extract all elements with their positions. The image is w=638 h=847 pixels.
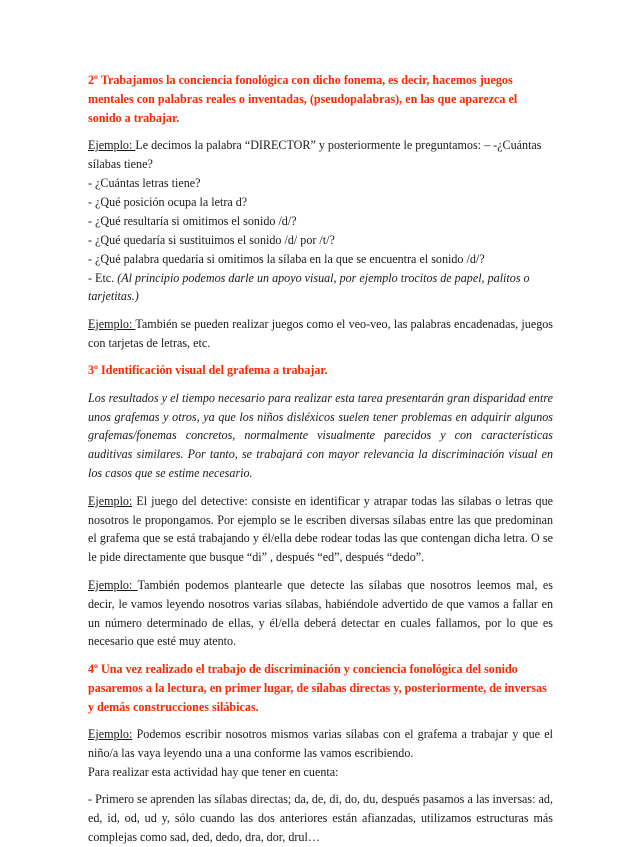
section-3-example (88, 492, 553, 568)
etc-italic-note: (Al principio podemos darle un apoyo visual, por ejemplo trocitos de papel, palitos o tarjetitas.) (88, 270, 530, 304)
etc-prefix: - Etc. (88, 270, 118, 285)
example-label: Ejemplo: (88, 493, 133, 508)
section-3-heading: 3º Identificación visual del grafema a trabajar. (88, 363, 328, 378)
example-intro: Le decimos la palabra “DIRECTOR” y posteriormente le preguntamos: – -¿Cuántas sílabas tiene? (88, 138, 542, 172)
section-2-example-2 (88, 315, 553, 353)
example-label: Ejemplo: (88, 577, 138, 592)
example-text: Podemos escribir nosotros mismos varias sílabas con el grafema a trabajar y que el niño/a las vaya leyendo una a una conforme las vamos escribiendo. (88, 727, 553, 760)
etc-line (88, 269, 553, 307)
question-2: - ¿Qué posición ocupa la letra d? (88, 194, 248, 209)
example-label: Ejemplo: (88, 138, 136, 153)
section-4-example (88, 725, 553, 763)
document-page (88, 71, 553, 847)
example-label: Ejemplo: (88, 316, 136, 331)
section-4-note: Para realizar esta actividad hay que tener en cuenta: (88, 764, 339, 779)
question-5: - ¿Qué palabra quedaría si omitimos la sílaba en la que se encuentra el sonido /d/? (88, 251, 485, 266)
section-4-heading: 4º Una vez realizado el trabajo de discriminación y conciencia fonológica del sonido pasaremos a la lectura, en primer lugar, de sílabas directas y, posteriormente, de inversas y demás construcciones silábicas. (88, 661, 547, 714)
question-4: - ¿Qué quedaría si sustituimos el sonido /d/ por /t/? (88, 232, 335, 247)
question-1: - ¿Cuántas letras tiene? (88, 176, 201, 191)
example-text: El juego del detective: consiste en identificar y atrapar todas las sílabas o letras que nosotros le propongamos. Por ejemplo se le escriben diversas sílabas entre las que predominan el grafema que se está trabajando y él/ella debe rodear todas las que contengan dicha letra. O se le pide directamente que busque “di” , después “ed”, después “dedo”. (88, 493, 553, 565)
section-4-bullet: - Primero se aprenden las sílabas directas; da, de, di, do, du, después pasamos a las inversas: ad, ed, id, od, ud y, sólo cuando las dos anteriores están afianzadas, utilizamos estructuras más complejas como sad, ded, dedo, dra, dor, drul… (88, 792, 553, 845)
example-text: También se pueden realizar juegos como el veo-veo, las palabras encadenadas, juegos con tarjetas de letras, etc. (88, 316, 553, 350)
question-3: - ¿Qué resultaría si omitimos el sonido /d/? (88, 213, 297, 228)
section-3-italic-paragraph: Los resultados y el tiempo necesario para realizar esta tarea presentarán gran disparidad entre unos grafemas y otros, ya que los niños disléxicos suelen tener problemas en adquirir algunos grafemas/fonemas concretos, normalmente visualmente parecidos y con características auditivas similares. Por tanto, se trabajará con mayor relevancia la discriminación visual en los casos que se estime necesario. (88, 390, 553, 481)
section-2-heading: 2º Trabajamos la conciencia fonológica con dicho fonema, es decir, hacemos juegos mentales con palabras reales o inventadas, (pseudopalabras), en las que aparezca el sonido a trabajar. (88, 73, 518, 125)
section-2-example (88, 136, 553, 174)
example-text: También podemos plantearle que detecte las sílabas que nosotros leemos mal, es decir, le vamos leyendo nosotros varias sílabas, habiéndole advertido de que vamos a fallar en un número determinado de ellas, y él/ella deberá detectar en cuales fallamos, por lo que es necesario que esté muy atento. (88, 577, 553, 649)
example-label: Ejemplo: (88, 727, 133, 742)
section-3-example-2 (88, 576, 553, 652)
